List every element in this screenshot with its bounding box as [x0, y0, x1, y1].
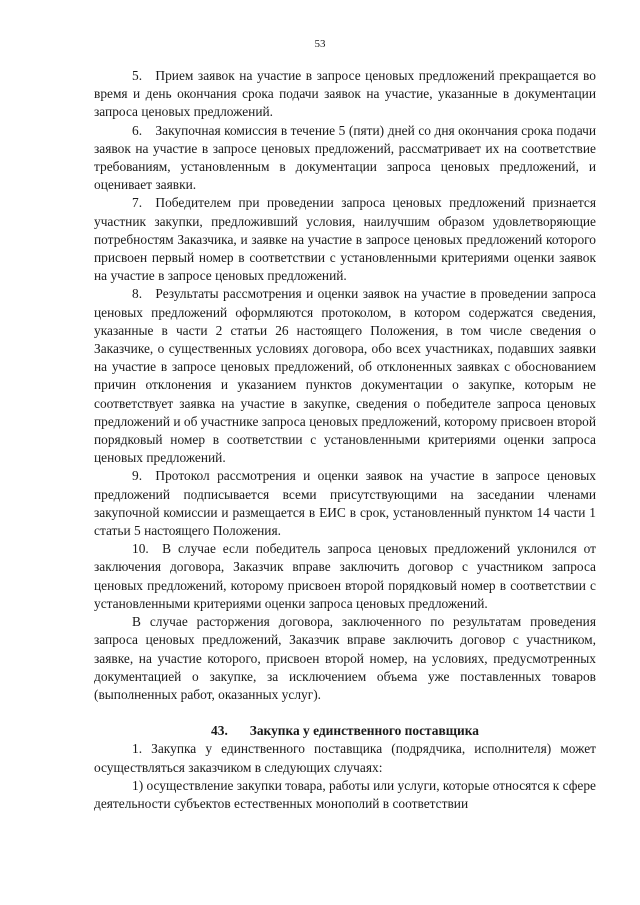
paragraph-9: 9. Протокол рассмотрения и оценки заявок на участие в запросе ценовых предложений подписывается всеми присутствующими на заседании членами закупочной комиссии и размещается в ЕИС в срок, установленный пунктом 14 части 1 статьи 5 настоящего Положения. — [94, 468, 596, 539]
section-number: 43. — [211, 723, 228, 739]
page-number: 53 — [314, 38, 326, 50]
section-subitem-1: 1) осуществление закупки товара, работы или услуги, которые относятся к сфере деятельности субъектов естественных монополий в соответствии — [94, 777, 596, 811]
paragraph-6: 6. Закупочная комиссия в течение 5 (пяти) дней со дня окончания срока подачи заявок на участие в запросе ценовых предложений, рассматривает их на соответствие требованиям, установленным в документации запроса ценовых предложений, и оценивает заявки. — [94, 122, 596, 193]
paragraph-7: 7. Победителем при проведении запроса ценовых предложений признается участник закупки, предложивший условия, наилучшим образом удовлетворяющие потребностям Заказчика, и заявке на участие в запросе ценовых предложений которого присвоен первый номер в соответствии с установленными критериями оценки заявок на участие в запросе ценовых предложений. — [94, 195, 596, 284]
section-heading — [94, 722, 596, 740]
paragraph-5: 5. Прием заявок на участие в запросе ценовых предложений прекращается во время и день окончания срока подачи заявок на участие, указанные в документации запроса ценовых предложений. — [94, 68, 596, 120]
section-paragraph-1: 1. Закупка у единственного поставщика (подрядчика, исполнителя) может осуществляться заказчиком в следующих случаях: — [94, 741, 596, 775]
paragraph-8: 8. Результаты рассмотрения и оценки заявок на участие в проведении запроса ценовых предложений оформляются протоколом, в котором содержатся сведения, указанные в части 2 статьи 26 настоящего Положения, в том числе сведения о Заказчике, о существенных условиях договора, обо всех участниках, подавших заявки на участие в запросе ценовых предложений, об отклоненных заявках с обоснованием причин отклонения и указанием пунктов документации о закупке, которым не соответствует заявка на участие в закупке, сведения о победителе запроса ценовых предложений и об участнике запроса ценовых предложений, которому присвоен второй порядковый номер в соответствии с установленными критериями оценки запроса ценовых предложений. — [94, 286, 596, 466]
paragraph-termination: В случае расторжения договора, заключенного по результатам проведения запроса ценовых предложений, Заказчик вправе заключить договор с участником, заявке, на участие которого, присвоен второй номер, на условиях, предусмотренных документацией о закупке, за исключением объема уже поставленных товаров (выполненных работ, оказанных услуг). — [94, 614, 596, 702]
document-body — [94, 67, 596, 813]
paragraph-10: 10. В случае если победитель запроса ценовых предложений уклонился от заключения договора, Заказчик вправе заключить договор с участником запроса ценовых предложений, которому присвоен второй порядковый номер в соответствии с установленными критериями оценки запроса ценовых предложений. — [94, 541, 596, 611]
section-title: Закупка у единственного поставщика — [249, 723, 479, 739]
